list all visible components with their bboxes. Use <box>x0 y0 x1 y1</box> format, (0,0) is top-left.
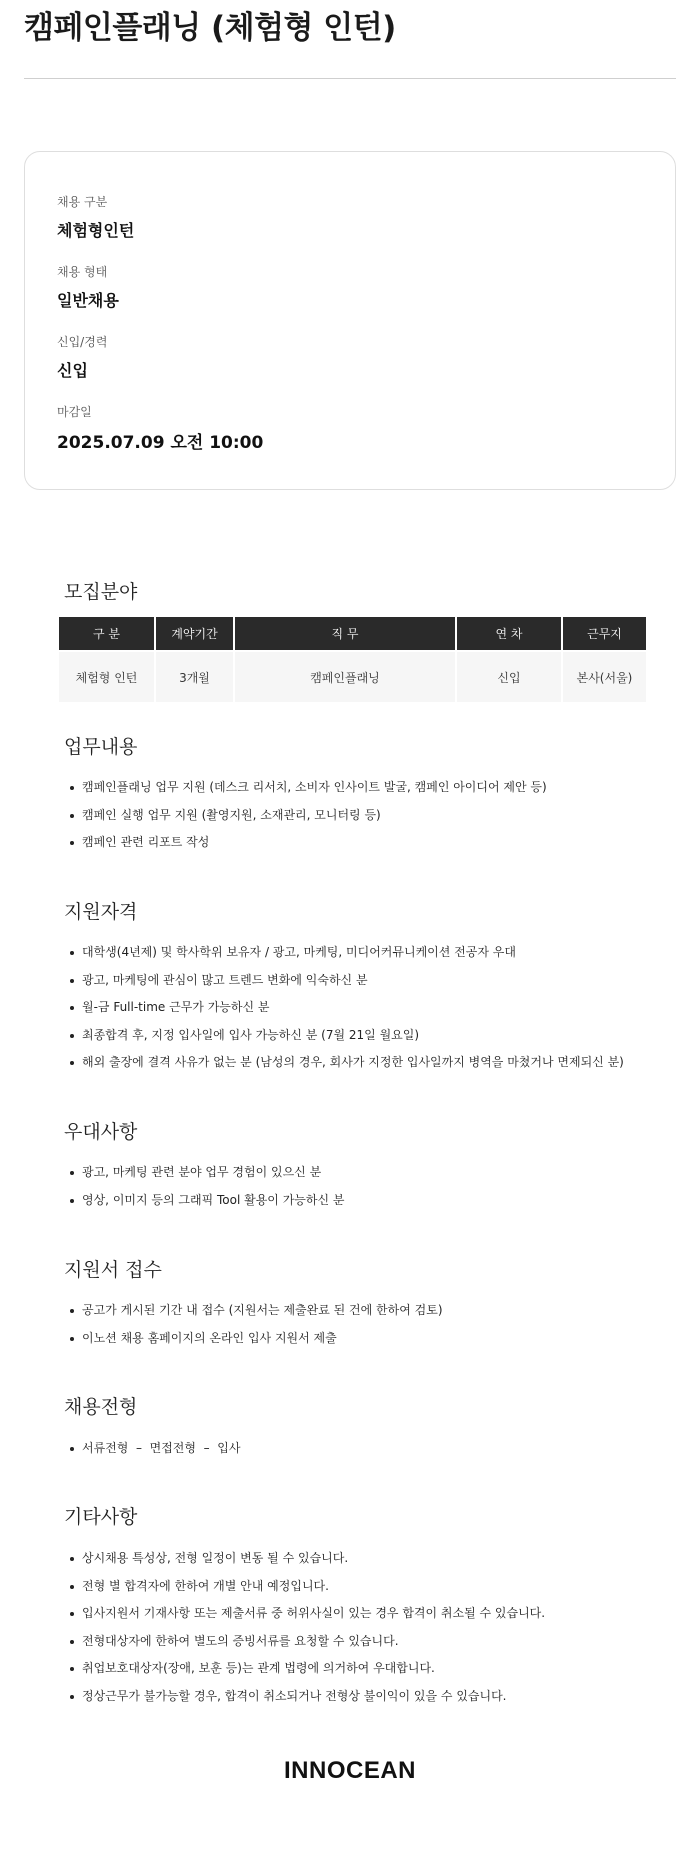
list-item: 광고, 마케팅에 관심이 많고 트렌드 변화에 익숙하신 분 <box>70 973 624 1001</box>
application-list <box>70 1303 443 1358</box>
deadline-value: 2025.07.09 오전 10:00 <box>57 433 264 453</box>
employment-category-value: 체험형인턴 <box>57 221 135 240</box>
table-cell: 본사(서울) <box>563 650 646 702</box>
duties-title: 업무내용 <box>64 736 138 758</box>
qualifications-title: 지원자격 <box>64 901 138 923</box>
employment-category <box>57 193 134 241</box>
list-item: 캠페인 관련 리포트 작성 <box>70 835 547 863</box>
job-summary-card <box>24 151 676 490</box>
list-item: 캠페인플래닝 업무 지원 (데스크 리서치, 소비자 인사이트 발굴, 캠페인 아이디어 제안 등) <box>70 780 547 808</box>
list-item: 캠페인 실행 업무 지원 (촬영지원, 소재관리, 모니터링 등) <box>70 808 547 836</box>
table-cell: 신입 <box>457 650 561 702</box>
list-item: 취업보호대상자(장애, 보훈 등)는 관계 법령에 의거하여 우대합니다. <box>70 1661 545 1689</box>
table-header-cell: 직 무 <box>235 617 455 650</box>
list-item: 대학생(4년제) 및 학사학위 보유자 / 광고, 마케팅, 미디어커뮤니케이션 전공자 우대 <box>70 945 624 973</box>
list-item: 이노션 채용 홈페이지의 온라인 입사 지원서 제출 <box>70 1331 443 1359</box>
list-item: 상시채용 특성상, 전형 일정이 변동 될 수 있습니다. <box>70 1551 545 1579</box>
list-item: 최종합격 후, 지정 입사일에 입사 가능하신 분 (7월 21일 월요일) <box>70 1028 624 1056</box>
list-item: 전형대상자에 한하여 별도의 증빙서류를 요청할 수 있습니다. <box>70 1634 545 1662</box>
etc-list <box>70 1551 545 1716</box>
table-row <box>59 650 646 702</box>
preferences-list <box>70 1165 344 1220</box>
table-header-row <box>59 617 646 650</box>
career-level-value: 신입 <box>57 361 88 380</box>
employment-type <box>57 263 119 311</box>
list-item: 해외 출장에 결격 사유가 없는 분 (남성의 경우, 회사가 지정한 입사일까지 병역을 마쳤거나 면제되신 분) <box>70 1055 624 1083</box>
preferences-title: 우대사항 <box>64 1121 138 1143</box>
list-item: 전형 별 합격자에 한하여 개별 안내 예정입니다. <box>70 1579 545 1607</box>
list-item: 입사지원서 기재사항 또는 제출서류 중 허위사실이 있는 경우 합격이 취소될 수 있습니다. <box>70 1606 545 1634</box>
title-divider <box>24 78 676 79</box>
process-title: 채용전형 <box>64 1396 138 1418</box>
process-list <box>70 1441 240 1469</box>
recruit-field-title: 모집분야 <box>64 581 138 603</box>
page-title: 캠페인플래닝 (체험형 인턴) <box>24 10 396 46</box>
table-cell: 캠페인플래닝 <box>235 650 455 702</box>
duties-list <box>70 780 547 863</box>
list-item: 영상, 이미지 등의 그래픽 Tool 활용이 가능하신 분 <box>70 1193 344 1221</box>
etc-title: 기타사항 <box>64 1506 138 1528</box>
list-item: 월-금 Full-time 근무가 가능하신 분 <box>70 1000 624 1028</box>
application-title: 지원서 접수 <box>64 1259 162 1281</box>
employment-category-label: 채용 구분 <box>57 195 108 209</box>
qualifications-list <box>70 945 624 1083</box>
recruit-field-table <box>57 617 648 702</box>
deadline-label: 마감일 <box>57 405 92 419</box>
list-item: 정상근무가 불가능할 경우, 합격이 취소되거나 전형상 불이익이 있을 수 있습니다. <box>70 1689 545 1717</box>
table-header-cell: 계약기간 <box>156 617 233 650</box>
deadline <box>57 403 263 453</box>
table-cell: 체험형 인턴 <box>59 650 154 702</box>
table-header-cell: 구 분 <box>59 617 154 650</box>
innocean-logo: INNOCEAN <box>283 1757 416 1784</box>
career-level <box>57 333 107 381</box>
list-item: 서류전형 – 면접전형 – 입사 <box>70 1441 240 1469</box>
table-cell: 3개월 <box>156 650 233 702</box>
list-item: 공고가 게시된 기간 내 접수 (지원서는 제출완료 된 건에 한하여 검토) <box>70 1303 443 1331</box>
table-header-cell: 연 차 <box>457 617 561 650</box>
employment-type-value: 일반채용 <box>57 291 119 310</box>
career-level-label: 신입/경력 <box>57 335 108 349</box>
table-header-cell: 근무지 <box>563 617 646 650</box>
employment-type-label: 채용 형태 <box>57 265 108 279</box>
list-item: 광고, 마케팅 관련 분야 업무 경험이 있으신 분 <box>70 1165 344 1193</box>
